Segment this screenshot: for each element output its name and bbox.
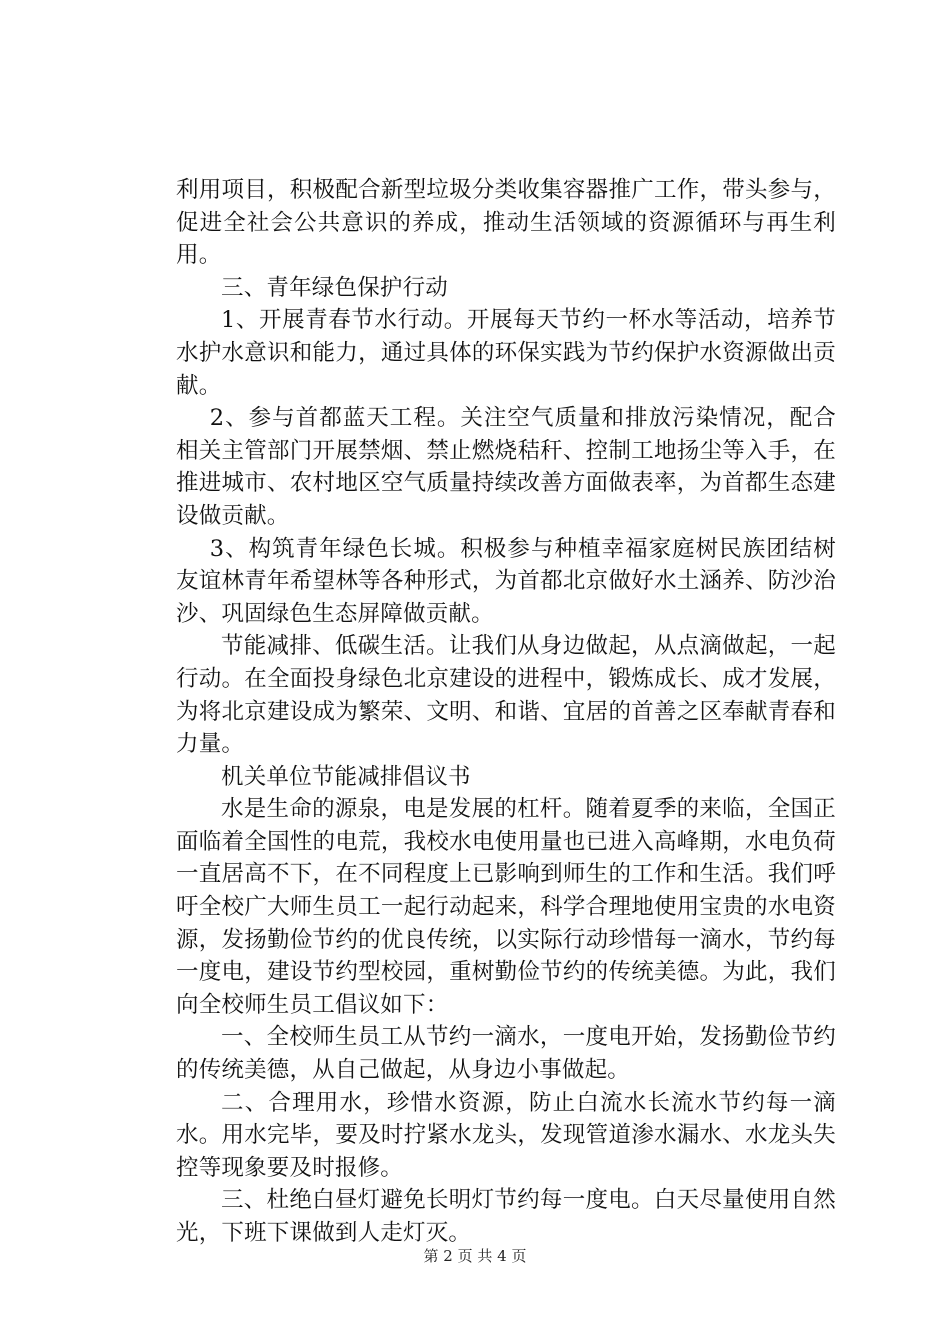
paragraph-recycling-continued: 利用项目，积极配合新型垃圾分类收集容器推广工作，带头参与，促进全社会公共意识的养成，推动生活领域的资源循环与再生利用。	[176, 177, 836, 269]
proposal-item-2: 二、合理用水，珍惜水资源，防止白流水长流水节约每一滴水。用水完毕，要及时拧紧水龙头，发现管道渗水漏水、水龙头失控等现象要及时报修。	[176, 1089, 836, 1181]
document-subtitle: 机关单位节能减排倡议书	[221, 763, 471, 790]
paragraph-water-saving: 1、开展青春节水行动。开展每天节约一杯水等活动，培养节水护水意识和能力，通过具体的环保实践为节约保护水资源做出贡献。	[176, 307, 836, 399]
section-heading-green-protection: 三、青年绿色保护行动	[221, 274, 449, 301]
document-body	[176, 174, 836, 1250]
paragraph-water-electricity: 水是生命的源泉，电是发展的杠杆。随着夏季的来临，全国正面临着全国性的电荒，我校水电使用量也已进入高峰期，水电负荷一直居高不下，在不同程度上已影响到师生的工作和生活。我们呼吁全校广大师生员工一起行动起来，科学合理地使用宝贵的水电资源，发扬勤俭节约的优良传统，以实际行动珍惜每一滴水，节约每一度电，建设节约型校园，重树勤俭节约的传统美德。为此，我们向全校师生员工倡议如下：	[176, 796, 836, 1018]
proposal-item-3: 三、杜绝白昼灯避免长明灯节约每一度电。白天尽量使用自然光，下班下课做到人走灯灭。	[176, 1187, 836, 1246]
proposal-item-1: 一、全校师生员工从节约一滴水，一度电开始，发扬勤俭节约的传统美德，从自己做起，从身边小事做起。	[176, 1024, 836, 1084]
page-footer: 第 2 页 共 4 页	[423, 1247, 527, 1265]
paragraph-blue-sky: 2、参与首都蓝天工程。关注空气质量和排放污染情况，配合相关主管部门开展禁烟、禁止燃烧秸秆、控制工地扬尘等入手，在推进城市、农村地区空气质量持续改善方面做表率，为首都生态建设做贡献。	[176, 405, 836, 529]
paragraph-green-wall: 3、构筑青年绿色长城。积极参与种植幸福家庭树民族团结树友谊林青年希望林等各种形式，为首都北京做好水土涵养、防沙治沙、巩固绿色生态屏障做贡献。	[176, 535, 836, 627]
paragraph-low-carbon: 节能减排、低碳生活。让我们从身边做起，从点滴做起，一起行动。在全面投身绿色北京建设的进程中，锻炼成长、成才发展，为将北京建设成为繁荣、文明、和谐、宜居的首善之区奉献青春和力量。	[176, 633, 836, 758]
